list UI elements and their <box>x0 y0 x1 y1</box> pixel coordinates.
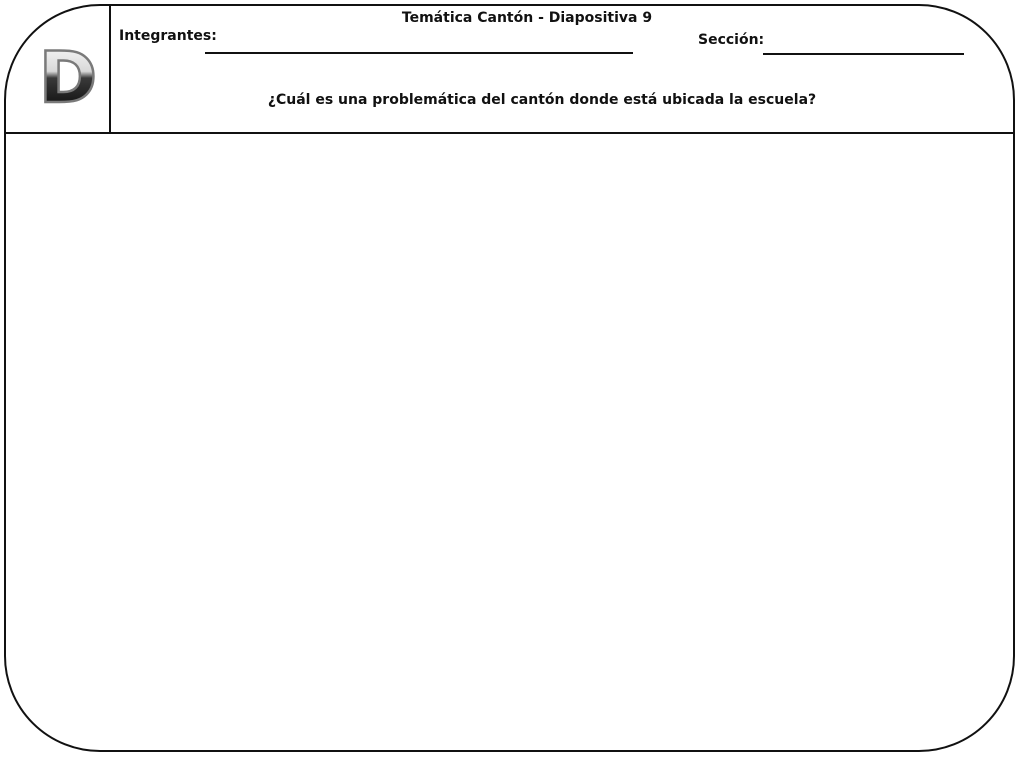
integrantes-label: Integrantes: <box>119 28 217 44</box>
seccion-label: Sección: <box>698 32 765 48</box>
question-text: ¿Cuál es una problemática del cantón donde está ubicada la escuela? <box>267 92 817 108</box>
seccion-input-line[interactable] <box>763 53 964 55</box>
logo-letter: D <box>40 44 98 108</box>
header-divider <box>4 132 1015 134</box>
integrantes-input-line[interactable] <box>205 52 633 54</box>
answer-area[interactable] <box>6 135 1013 749</box>
page-title: Temática Cantón - Diapositiva 9 <box>401 10 653 26</box>
